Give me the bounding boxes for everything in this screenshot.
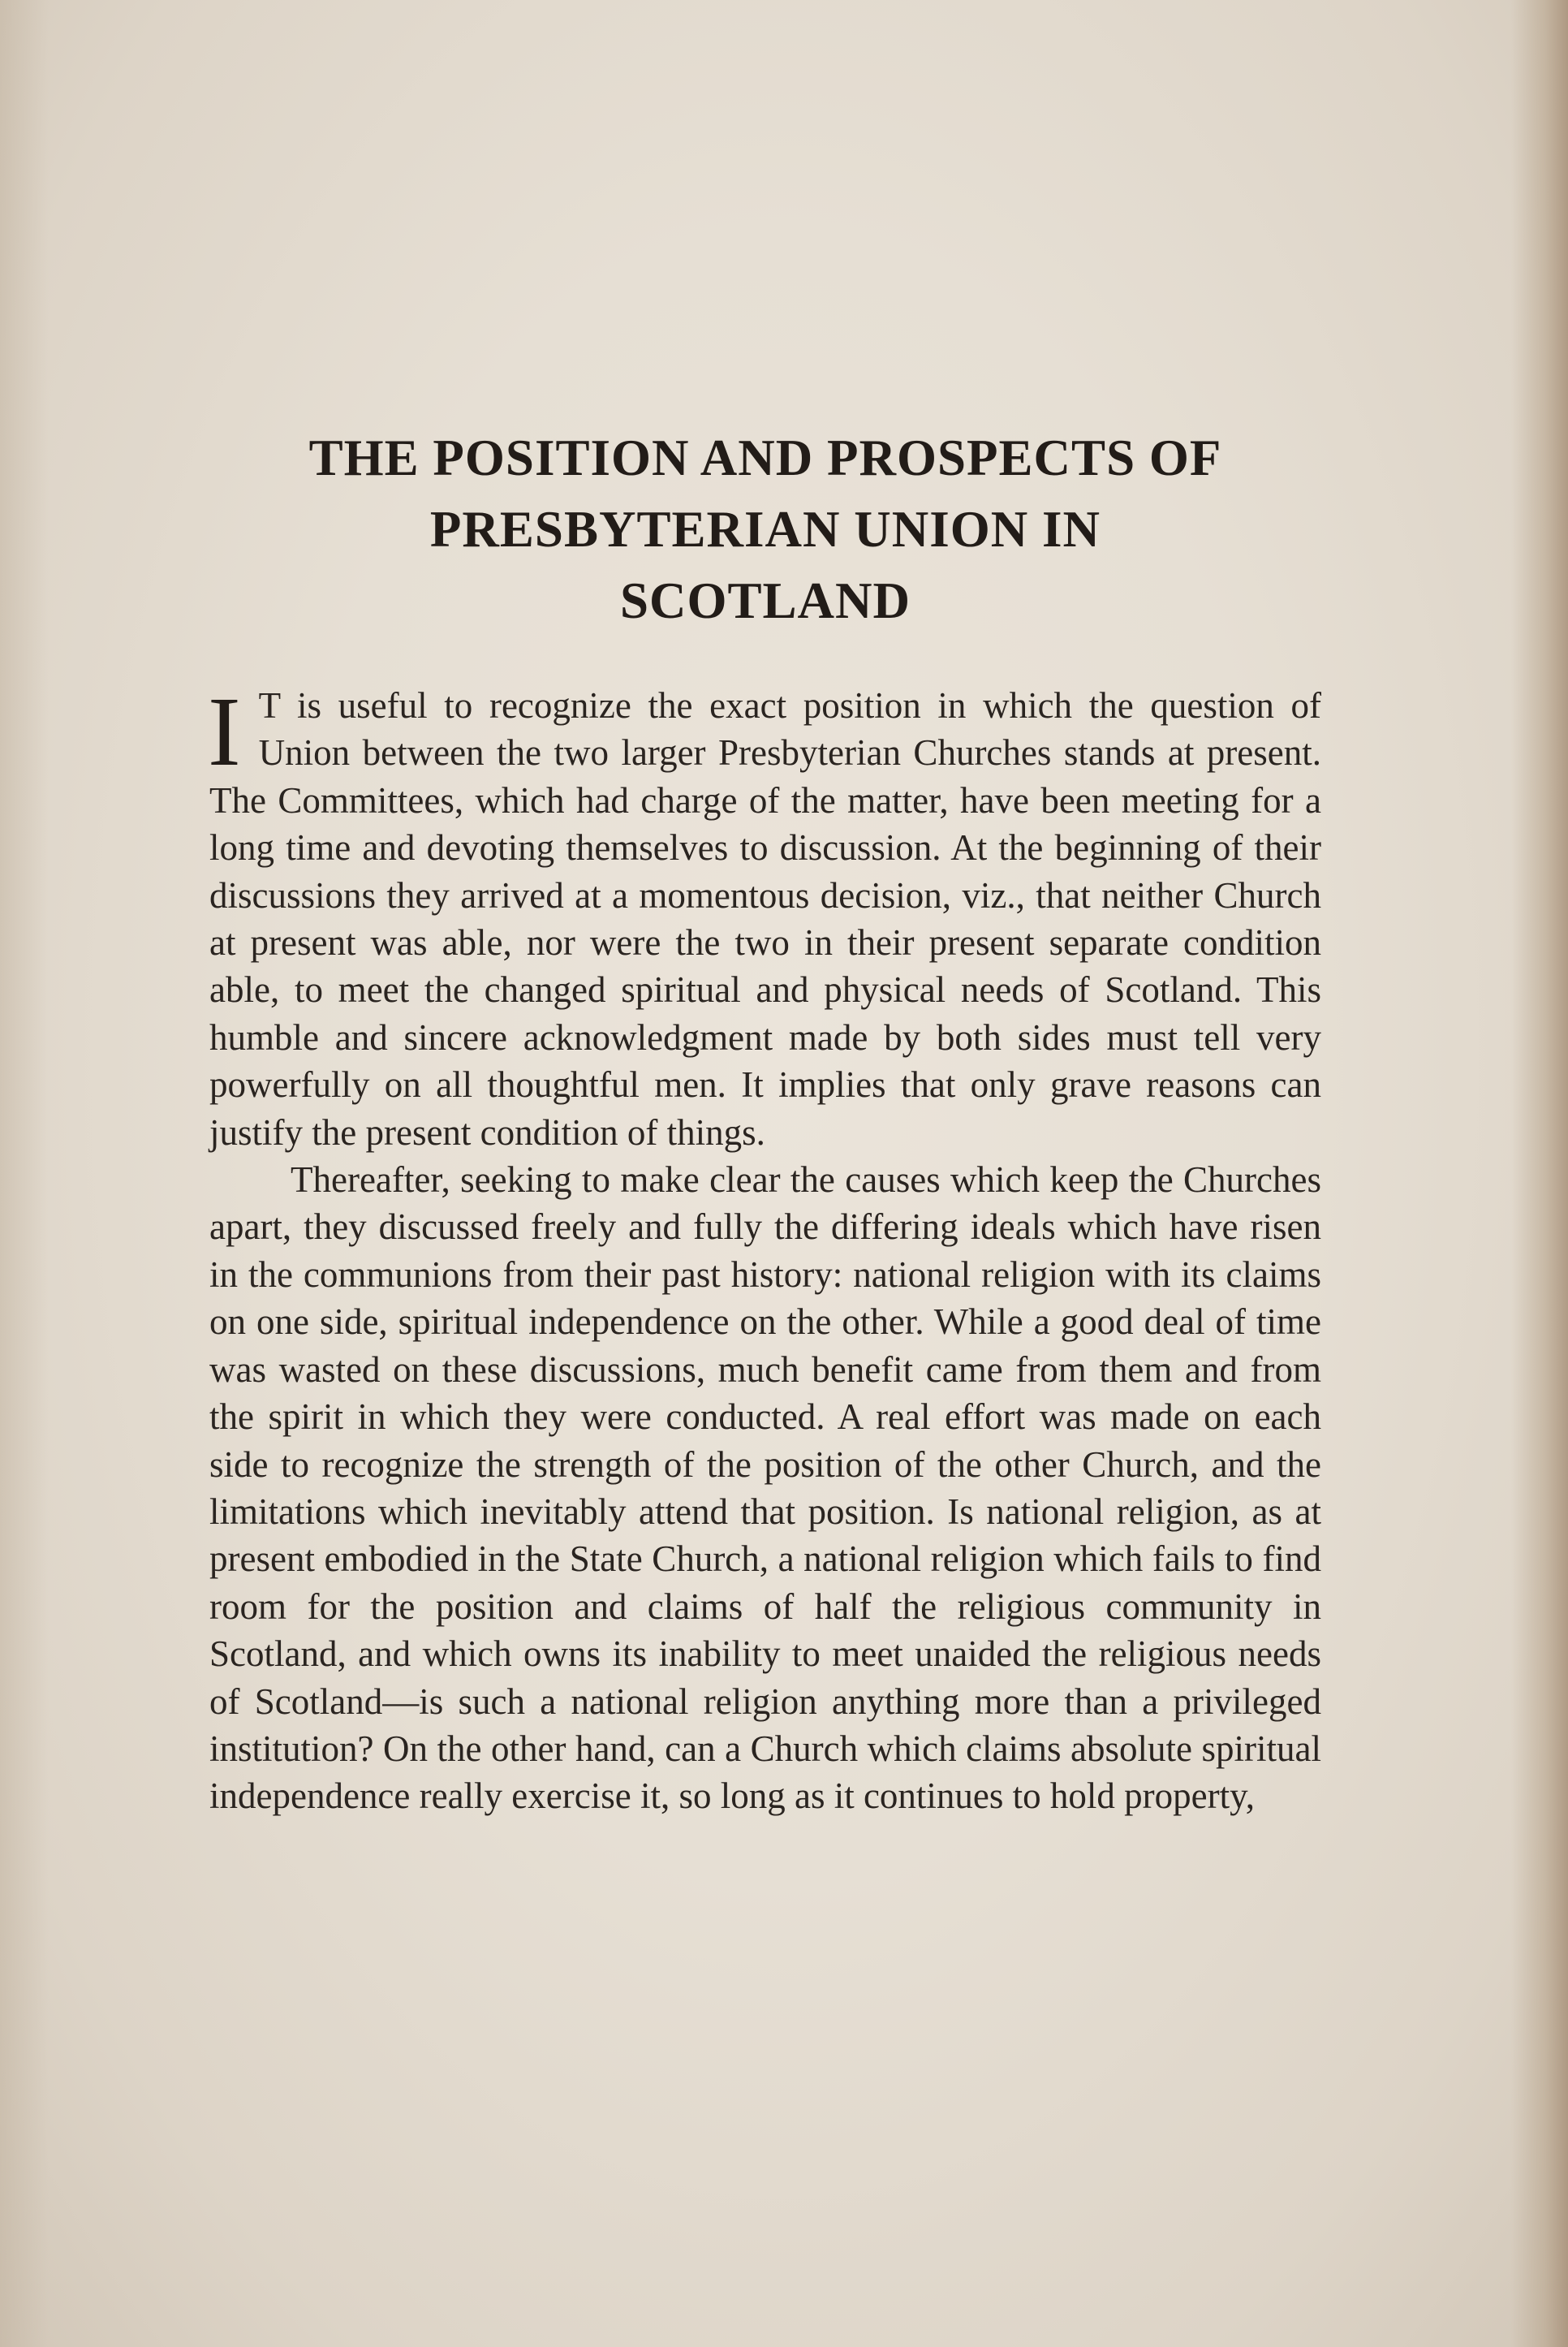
article-title [209,422,1321,636]
article-body [209,422,1321,1820]
title-line-3: SCOTLAND [619,572,911,629]
paragraph-1 [208,677,1321,1156]
page-gutter-shadow [0,0,49,2347]
title-line-1: THE POSITION AND PROSPECTS OF [308,429,1222,486]
title-line-2: PRESBYTERIAN UNION IN [429,501,1101,558]
paragraph-2: Thereafter, seeking to make clear the causes which keep the Churches apart, they discussed freely and fully the differing ideals which have risen in the communions from their past history: national religion with its claims on one side, spiritual independence on the other. While a good deal of time was wasted on these discussions, much benefit came from them and from the spirit in which they were conducted. A real effort was made on each side to recognize the strength of the position of the other Church, and the limitations which inevitably attend that position. Is national religion, as at present embodied in the State Church, a national religion which fails to find room for the position and claims of half the religious community in Scotland, and which owns its inability to meet unaided the religious needs of Scotland—is such a national religion anything more than a privileged institution? On the other hand, can a Church which claims absolute spiritual independence really exercise it, so long as it continues to hold property, [209,1159,1321,1817]
drop-cap: I [208,677,241,787]
paragraph-1-text: T is useful to recognize the exact position in which the question of Union between the two larger Presbyterian Churches stands at present. The Committees, which had charge of the matter, have been meeting for a long time and devoting themselves to discussion. At the beginning of their discussions they arrived at a momentous decision, viz., that neither Church at present was able, nor were the two in their present separate condition able, to meet the changed spiritual and physical needs of Scotland. This humble and sincere acknowledgment made by both sides must tell very powerfully on all thoughtful men. It implies that only grave reasons can justify the present condition of things. [209,685,1321,1153]
page-edge-shadow [1511,0,1568,2347]
